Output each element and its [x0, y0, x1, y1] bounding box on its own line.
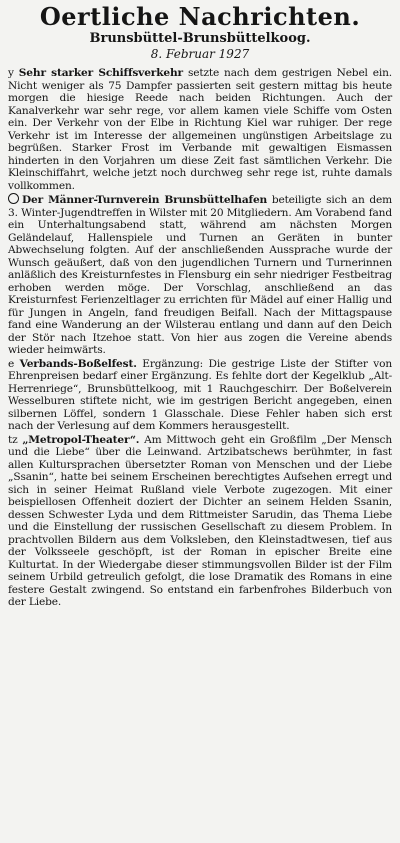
article-marker: y — [8, 67, 14, 79]
article-body: Ergänzung: Die gestrige Liste der Stifter von Ehrenpreisen bedarf einer Ergänzung. Es fehlte dort der Kegelklub „Alt-Herrenriege“, Brunsbüttelkoog, mit 1 Rauchgeschirr. Der Boßelverein Wesselburen stiftete nicht, wie im gestrigen Bericht angegeben, einen silbernen Löffel, sondern 1 Glasschale. Diese Fehler haben sich erst nach der Verlesung auf dem Kommers herausgestellt. — [8, 357, 393, 432]
article-turnverein — [8, 193, 392, 357]
location-heading: Brunsbüttel-Brunsbüttelkoog. — [89, 31, 311, 46]
article-lead: Der Männer-Turnverein Brunsbüttelhafen — [22, 194, 268, 206]
article-body: beteiligte sich an dem 3. Winter-Jugendtreffen in Wilster mit 20 Mitgliedern. Am Vorabend fand ein Unterhaltungsabend statt, während am nächsten Morgen Geländelauf, Hallenspiele und Turnen an Geräten in bunter Abwechselung folgten. Auf der anschließenden Aussprache wurde der Wunsch geäußert, daß von den jugendlichen Turnern und Turnerinnen anläßlich des Kreisturnfestes in Flensburg ein sehr niedriger Festbeitrag erhoben werden möge. Der Vorschlag, anschließend an das Kreisturnfest Ferienzeltlager zu errichten für Mädel auf einer Hallig und für Jungen in Angeln, fand freudigen Beifall. Nach der Mittagspause fand eine Wanderung an der Wilsterau entlang und dann auf den Deich der Stör nach Itzehoe statt. Von hier aus zogen die Vereine abends wieder heimwärts. — [8, 194, 392, 356]
article-lead: „Metropol-Theater“. — [22, 433, 140, 446]
article-shipping-traffic — [8, 67, 392, 192]
dateline: 8. Februar 1927 — [150, 47, 250, 61]
article-lead: Verbands-Boßelfest. — [19, 357, 137, 370]
article-body: setzte nach dem gestrigen Nebel ein. Nicht weniger als 75 Dampfer passierten seit gestern mittag bis heute morgen die hiesige Reede nach beiden Richtungen. Auch der Kanalverkehr war sehr rege, vor allem kamen viele Schiffe vom Osten ein. Der Verkehr von der Elbe in Richtung Kiel war ruhiger. Der rege Verkehr ist im Interesse der allgemeinen ungünstigen Arbeitslage zu begrüßen. Starker Frost im Verbande mit gewaltigen Eismassen hinderten in den Vorjahren um diese Zeit fast sämtlichen Verkehr. Die Kleinschiffahrt, welche jetzt noch durchweg sehr rege ist, ruhte damals vollkommen. — [8, 67, 392, 192]
section-title: Oertliche Nachrichten. — [39, 2, 361, 31]
circle-marker-icon — [8, 193, 19, 204]
article-marker: tz — [8, 433, 18, 446]
article-body: Am Mittwoch geht ein Großfilm „Der Mensch und die Liebe“ über die Leinwand. Artzibatschews berühmter, in fast allen Kultursprachen übersetzter Roman von Menschen und der Liebe „Ssanin“, hatte bei seinem Erscheinen berechtigtes Aufsehen erregt und sich in seiner Heimat Rußland viele Verbote zugezogen. Mit einer beispiellosen Offenheit doziert der Dichter an seinem Helden Ssanin, dessen Schwester Lyda und dem Rittmeister Sarudin, das Thema Liebe und die Einstellung der russischen Gesellschaft zu diesem Problem. In prachtvollen Bildern aus dem Volksleben, den Kleinstadtwesen, tief aus der Volksseele geschöpft, ist der Roman in epischer Breite eine Kulturtat. In der Wiedergabe dieser stimmungsvollen Bilder ist der Film seinem Urbild getreulich gefolgt, die lose Dramatik des Romans in eine festere Gestalt zwingend. So entstand ein farbenfrohes Bilderbuch von der Liebe. — [8, 433, 393, 608]
article-bosselfest — [8, 358, 392, 433]
article-lead: Sehr starker Schiffsverkehr — [18, 67, 183, 79]
article-marker: e — [8, 357, 15, 370]
article-metropol-theater — [8, 434, 392, 609]
